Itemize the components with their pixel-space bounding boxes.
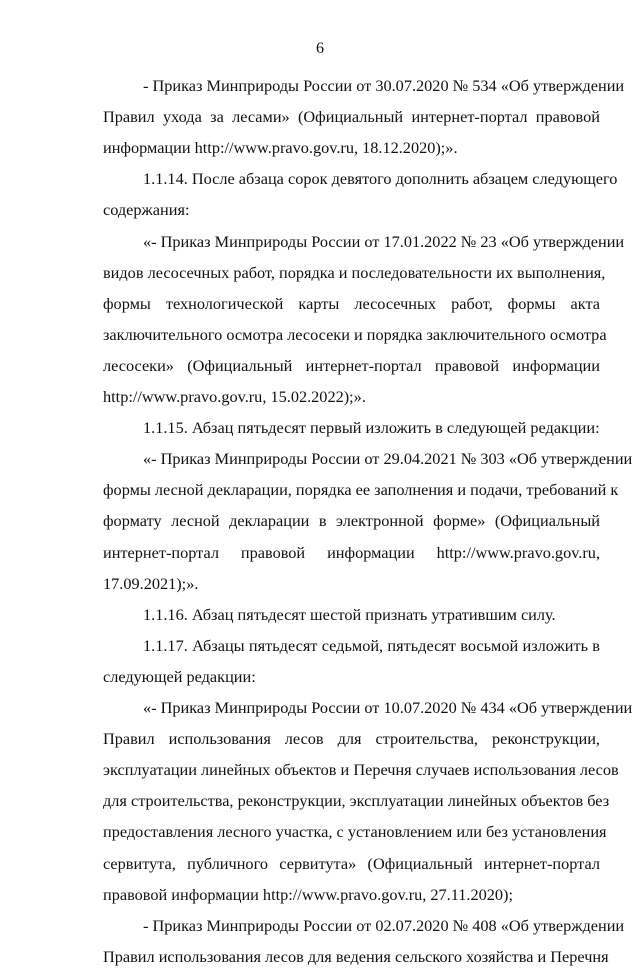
text-line: формы технологической карты лесосечных работ, формы акта xyxy=(103,293,600,313)
text-line: Правил ухода за лесами» (Официальный интернет-портал правовой xyxy=(103,107,600,127)
text-line: правовой информации http://www.pravo.gov.ru, 27.11.2020); xyxy=(103,884,514,904)
text-line: лесосеки» (Официальный интернет-портал правовой информации xyxy=(103,355,600,375)
text-line: Правил использования лесов для строительства, реконструкции, xyxy=(103,729,600,749)
page-number: 6 xyxy=(316,40,324,57)
text-line: http://www.pravo.gov.ru, 15.02.2022);». xyxy=(103,387,366,406)
text-line: информации http://www.pravo.gov.ru, 18.12.2020);». xyxy=(103,138,458,158)
text-line: заключительного осмотра лесосеки и порядка заключительного осмотра xyxy=(103,324,607,344)
text-line: - Приказ Минприроды России от 30.07.2020 № 534 «Об утверждении xyxy=(143,76,625,95)
text-line: предоставления лесного участка, с установлением или без установления xyxy=(103,822,607,842)
text-line: «- Приказ Минприроды России от 29.04.2021 № 303 «Об утверждении xyxy=(143,449,633,469)
text-line: 1.1.17. Абзацы пятьдесят седьмой, пятьдесят восьмой изложить в xyxy=(143,635,600,655)
text-line: - Приказ Минприроды России от 02.07.2020 № 408 «Об утверждении xyxy=(143,915,625,935)
text-line: формы лесной декларации, порядка ее заполнения и подачи, требований к xyxy=(103,480,619,500)
text-line: «- Приказ Минприроды России от 17.01.2022 № 23 «Об утверждении xyxy=(143,231,625,251)
text-line: Правил использования лесов для ведения сельского хозяйства и Перечня xyxy=(103,946,609,966)
text-line: для строительства, реконструкции, эксплуатации линейных объектов без xyxy=(103,791,610,811)
text-line: следующей редакции: xyxy=(103,666,256,686)
text-line: эксплуатации линейных объектов и Перечня случаев использования лесов xyxy=(103,760,619,780)
text-line: видов лесосечных работ, порядка и последовательности их выполнения, xyxy=(103,262,606,282)
text-line: «- Приказ Минприроды России от 10.07.2020 № 434 «Об утверждении xyxy=(143,698,633,717)
text-line: интернет-портал правовой информации http://www.pravo.gov.ru, xyxy=(103,542,600,562)
text-line: 17.09.2021);». xyxy=(103,573,199,593)
text-line: содержания: xyxy=(103,200,190,220)
text-line: 1.1.15. Абзац пятьдесят первый изложить в следующей редакции: xyxy=(143,418,600,438)
text-line: сервитута, публичного сервитута» (Официальный интернет-портал xyxy=(103,853,600,873)
text-line: 1.1.14. После абзаца сорок девятого дополнить абзацем следующего xyxy=(143,169,618,189)
text-line: формату лесной декларации в электронной форме» (Официальный xyxy=(103,511,600,531)
text-line: 1.1.16. Абзац пятьдесят шестой признать утратившим силу. xyxy=(143,604,556,624)
